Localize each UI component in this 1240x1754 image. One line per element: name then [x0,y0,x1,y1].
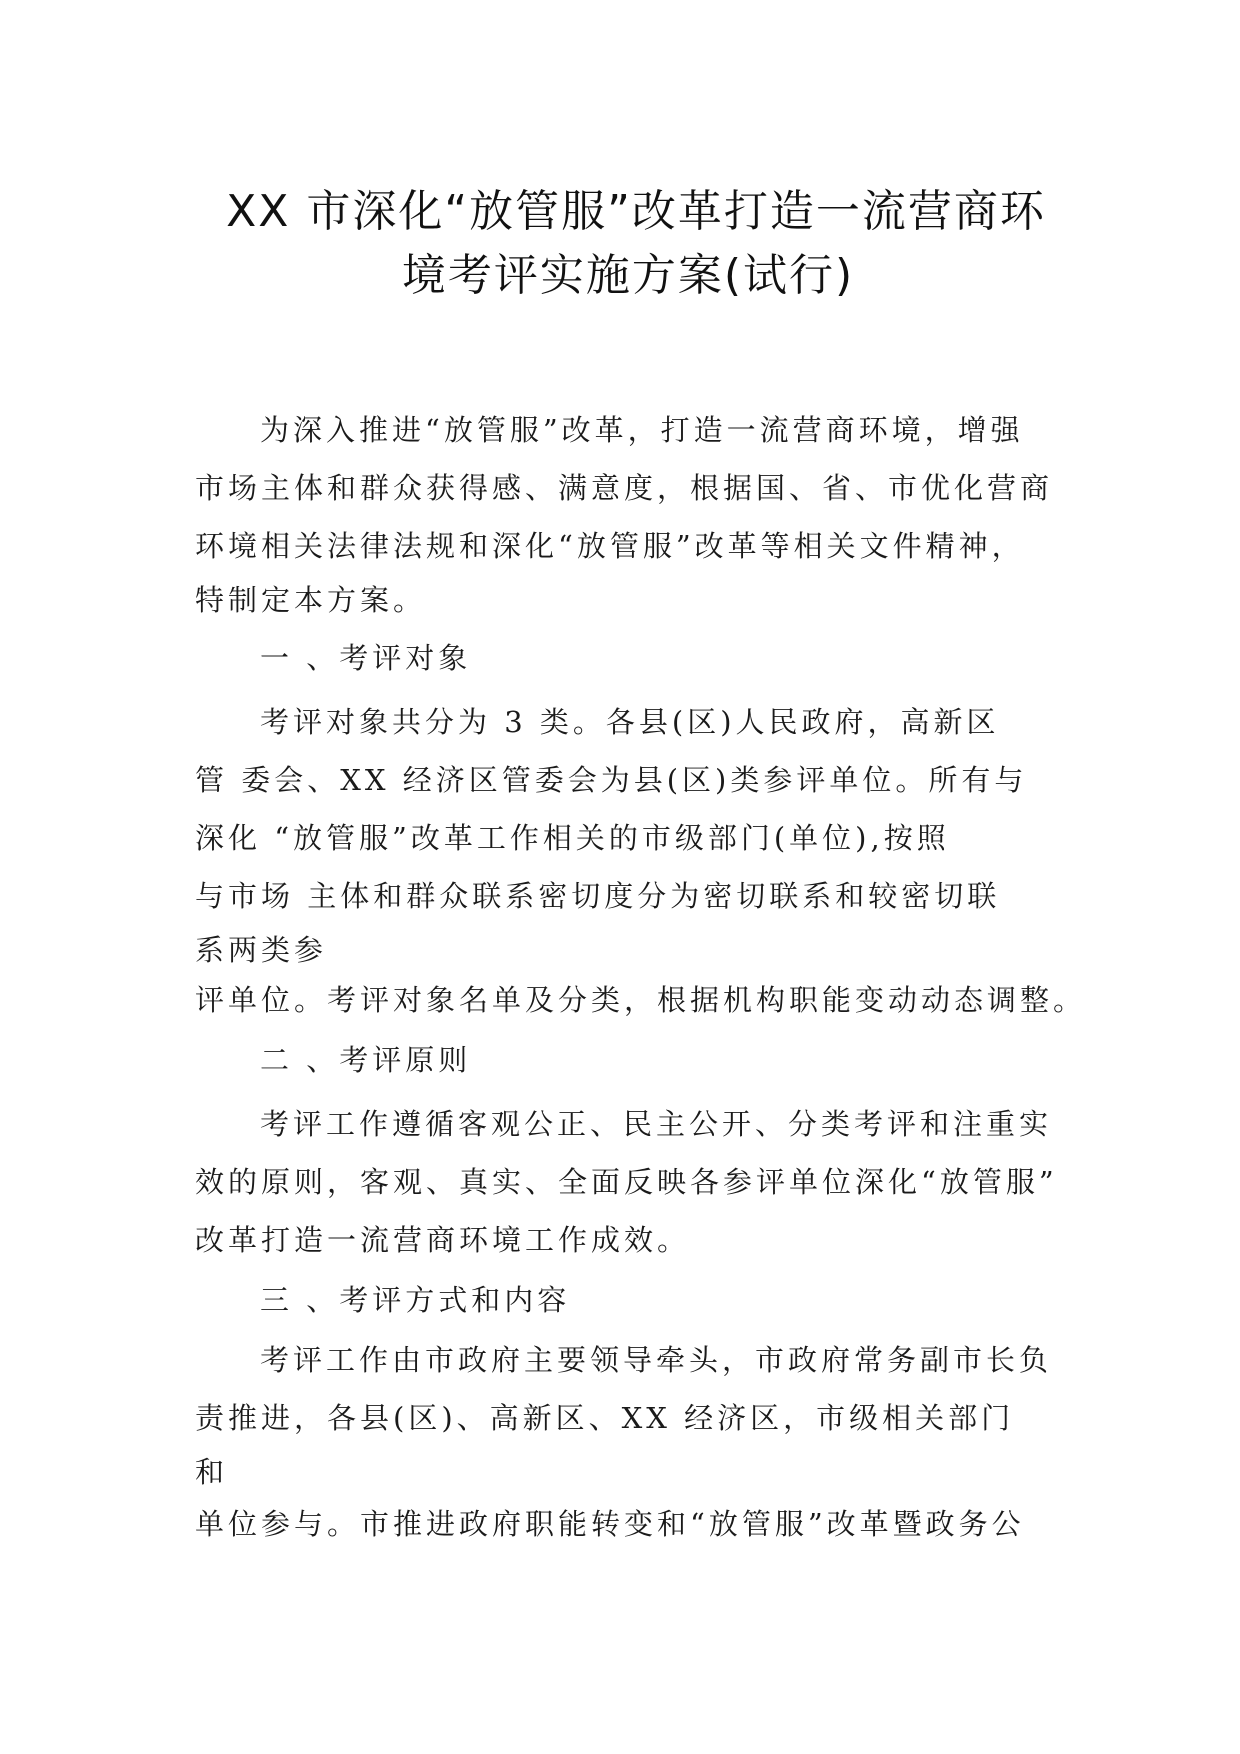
section-heading-3: 三 、考评方式和内容 [260,1283,571,1317]
section-2-paragraph-line: 效的原则，客观、真实、全面反映各参评单位深化“放管服” [195,1165,1058,1199]
document-title-line-1: XX 市深化“放管服”改革打造一流营商环 [226,186,1046,237]
section-2-paragraph-line: 考评工作遵循客观公正、民主公开、分类考评和注重实 [260,1107,1053,1141]
section-3-paragraph-line: 考评工作由市政府主要领导牵头，市政府常务副市长负 [260,1343,1053,1377]
section-1-paragraph-line: 管 委会、XX 经济区管委会为县(区)类参评单位。所有与 [195,763,1028,797]
intro-paragraph-line: 市场主体和群众获得感、满意度，根据国、省、市优化营商 [195,471,1054,505]
section-3-paragraph-line: 和 [195,1455,229,1489]
section-1-paragraph-line: 考评对象共分为 3 类。各县(区)人民政府，高新区 [260,705,1000,739]
section-1-paragraph-line: 系两类参 [195,933,328,967]
section-heading-1: 一 、考评对象 [260,641,472,675]
section-1-paragraph-line: 与市场 主体和群众联系密切度分为密切联系和较密切联 [195,879,1001,913]
intro-paragraph-line: 特制定本方案。 [195,583,427,617]
section-3-paragraph-line: 责推进，各县(区)、高新区、XX 经济区，市级相关部门 [195,1401,1015,1435]
document-title-line-2: 境考评实施方案(试行) [401,250,855,301]
intro-paragraph-line: 为深入推进“放管服”改革，打造一流营商环境，增强 [260,413,1024,447]
section-3-paragraph-line: 单位参与。市推进政府职能转变和“放管服”改革暨政务公 [195,1507,1025,1541]
section-1-paragraph-line: 深化 “放管服”改革工作相关的市级部门(单位),按照 [195,821,950,855]
section-2-paragraph-line: 改革打造一流营商环境工作成效。 [195,1223,691,1257]
section-1-paragraph-line: 评单位。考评对象名单及分类，根据机构职能变动动态调整。 [195,983,1087,1017]
section-heading-2: 二 、考评原则 [260,1043,472,1077]
intro-paragraph-line: 环境相关法律法规和深化“放管服”改革等相关文件精神， [195,529,1025,563]
